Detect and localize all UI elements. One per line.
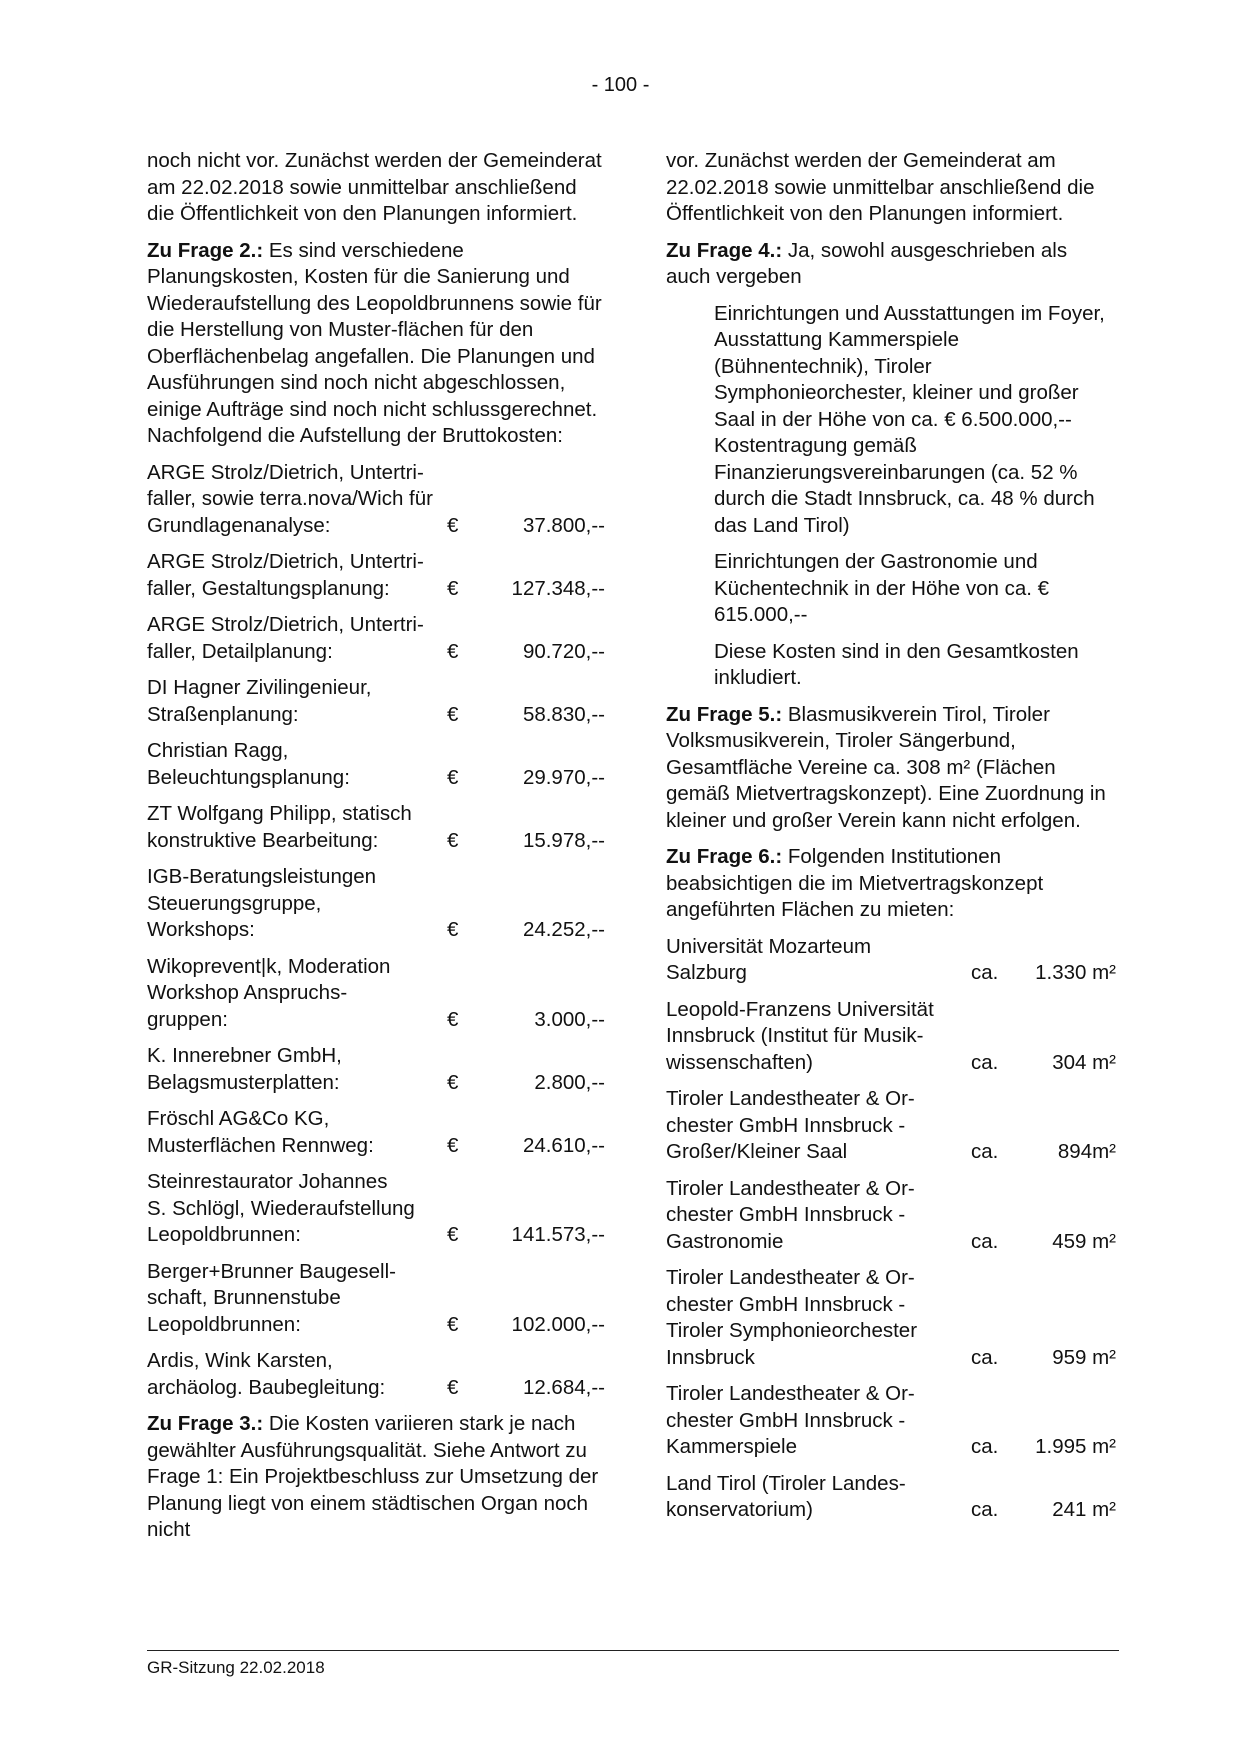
question-3-label: Zu Frage 3.:: [147, 1412, 264, 1435]
cost-entry: [147, 612, 607, 665]
institution-area: [971, 1434, 1116, 1461]
area-value: 304 m²: [1052, 1050, 1116, 1074]
institution-area: [971, 1497, 1116, 1524]
cost-name: ZT Wolfgang Philipp, statisch konstruktive Bearbeitung:: [147, 802, 412, 852]
cost-entry: [147, 460, 607, 540]
cost-name: Fröschl AG&Co KG, Musterflächen Rennweg:: [147, 1107, 374, 1157]
area-prefix: ca.: [971, 1435, 999, 1458]
footer-text: GR-Sitzung 22.02.2018: [147, 1658, 325, 1677]
cost-amount: 24.610,--: [522, 1133, 605, 1157]
institution-name: Tiroler Landestheater & Or- chester GmbH Innsbruck - Tiroler Symphonieorchester Innsbruck: [666, 1266, 918, 1369]
institution-area: [971, 1345, 1116, 1372]
area-value: 894m²: [1057, 1140, 1116, 1163]
cost-amount: 127.348,--: [511, 576, 605, 600]
cost-amount: 29.970,--: [522, 765, 605, 789]
area-prefix: ca.: [971, 1050, 999, 1074]
area-value: 241 m²: [1052, 1498, 1116, 1521]
cost-currency: €: [447, 1133, 459, 1157]
question-4-paragraph: [666, 238, 1116, 291]
left-intro-paragraph: noch nicht vor. Zunächst werden der Gemeinderat am 22.02.2018 sowie unmittelbar anschließend die Öffentlichkeit von den Planungen informiert.: [147, 149, 602, 225]
cost-name: DI Hagner Zivilingenieur, Straßenplanung:: [147, 676, 372, 726]
cost-entry: [147, 1259, 607, 1339]
cost-currency: €: [447, 828, 459, 852]
question-4-item: Einrichtungen der Gastronomie und Küchentechnik in der Höhe von ca. € 615.000,--: [714, 550, 1050, 626]
area-prefix: ca.: [971, 1345, 999, 1369]
cost-currency: €: [447, 639, 459, 663]
cost-entry: [147, 1348, 607, 1401]
institution-entry: [666, 1471, 1116, 1524]
cost-amount: 102.000,--: [511, 1312, 605, 1336]
institution-list: [666, 934, 1116, 1524]
cost-amount: 90.720,--: [522, 639, 605, 663]
question-4-item: Diese Kosten sind in den Gesamtkosten inkludiert.: [714, 639, 1079, 689]
institution-name: Tiroler Landestheater & Or- chester GmbH Innsbruck - Kammerspiele: [666, 1382, 915, 1458]
area-prefix: ca.: [971, 1498, 999, 1521]
institution-name: Tiroler Landestheater & Or- chester GmbH Innsbruck - Großer/Kleiner Saal: [666, 1087, 915, 1163]
cost-name: Wikoprevent|k, Moderation Workshop Anspruchs- gruppen:: [147, 954, 391, 1031]
institution-entry: [666, 1176, 1116, 1256]
cost-name: IGB-Beratungsleistungen Steuerungsgruppe, Workshops:: [147, 865, 377, 941]
institution-entry: [666, 1265, 1116, 1371]
cost-name: ARGE Strolz/Dietrich, Untertri- faller, Detailplanung:: [147, 613, 424, 663]
cost-currency: €: [447, 576, 459, 600]
question-5-label: Zu Frage 5.:: [666, 702, 783, 726]
cost-entry: [147, 954, 607, 1034]
question-3-text: Die Kosten variieren stark je nach gewählter Ausführungsqualität. Siehe Antwort zu Frage 1: Ein Projektbeschluss zur Umsetzung der Planung liegt von einem städtischen Organ noch nicht: [147, 1412, 599, 1541]
area-value: 1.995 m²: [1035, 1435, 1116, 1458]
institution-area: [971, 1139, 1116, 1166]
cost-entry: [147, 1169, 607, 1249]
cost-name: ARGE Strolz/Dietrich, Untertri- faller, sowie terra.nova/Wich für Grundlagenanalyse:: [147, 460, 433, 537]
institution-entry: [666, 1086, 1116, 1166]
institution-name: Tiroler Landestheater & Or- chester GmbH Innsbruck - Gastronomie: [666, 1176, 915, 1253]
question-5-paragraph: [666, 702, 1116, 835]
question-3-paragraph: [147, 1411, 607, 1544]
area-prefix: ca.: [971, 961, 999, 984]
cost-amount: 37.800,--: [522, 513, 605, 537]
footer-divider: [147, 1650, 1119, 1651]
cost-name: Ardis, Wink Karsten, archäolog. Baubegleitung:: [147, 1349, 386, 1399]
page-number: - 100 -: [591, 74, 650, 96]
area-prefix: ca.: [971, 1229, 999, 1253]
cost-amount: 15.978,--: [522, 828, 605, 852]
right-column: [666, 148, 1116, 1534]
cost-entry: [147, 675, 607, 728]
area-value: 959 m²: [1052, 1345, 1116, 1369]
question-6-text: Folgenden Institutionen beabsichtigen die im Mietvertragskonzept angeführten Flächen zu mieten:: [666, 845, 1044, 921]
cost-name: Steinrestaurator Johannes S. Schlögl, Wiederaufstellung Leopoldbrunnen:: [147, 1170, 415, 1246]
cost-amount: 2.800,--: [534, 1070, 605, 1094]
cost-currency: €: [447, 1007, 459, 1031]
institution-entry: [666, 1381, 1116, 1461]
question-2-text: Es sind verschiedene Planungskosten, Kosten für die Sanierung und Wiederaufstellung des Leopoldbrunnens sowie für die Herstellung von Muster-flächen für den Oberflächenbelag angefallen. Die Planungen und Ausführungen sind noch nicht abgeschlossen, einige Aufträge sind noch nicht schlussgerechnet. Nachfolgend die Aufstellung der Bruttokosten:: [147, 238, 602, 447]
question-6-paragraph: [666, 844, 1116, 924]
right-intro-paragraph: vor. Zunächst werden der Gemeinderat am 22.02.2018 sowie unmittelbar anschließend die Öffentlichkeit von den Planungen informiert.: [666, 149, 1095, 225]
question-4-text: Ja, sowohl ausgeschrieben als auch vergeben: [666, 238, 1068, 288]
institution-area: [971, 1229, 1116, 1256]
institution-entry: [666, 934, 1116, 987]
institution-entry: [666, 997, 1116, 1077]
cost-amount: 24.252,--: [522, 918, 605, 941]
cost-currency: €: [447, 513, 459, 537]
cost-amount: 12.684,--: [522, 1375, 605, 1399]
cost-currency: €: [447, 1223, 459, 1246]
institution-area: [971, 1050, 1116, 1077]
cost-currency: €: [447, 1375, 459, 1399]
question-5-text: Blasmusikverein Tirol, Tiroler Volksmusikverein, Tiroler Sängerbund, Gesamtfläche Vereine ca. 308 m² (Flächen gemäß Mietvertragskonzept). Eine Zuordnung in kleiner und großer Verein kann nicht erfolgen.: [666, 702, 1106, 832]
area-value: 1.330 m²: [1035, 961, 1116, 984]
question-4-label: Zu Frage 4.:: [666, 238, 783, 262]
institution-area: [971, 960, 1116, 987]
question-2-paragraph: [147, 238, 607, 450]
area-prefix: ca.: [971, 1140, 999, 1163]
left-column: [147, 148, 607, 1554]
cost-entry: [147, 738, 607, 791]
cost-amount: 141.573,--: [511, 1223, 605, 1246]
cost-currency: €: [447, 765, 459, 789]
cost-name: ARGE Strolz/Dietrich, Untertri- faller, Gestaltungsplanung:: [147, 550, 424, 600]
cost-currency: €: [447, 1070, 459, 1094]
cost-entry: [147, 549, 607, 602]
cost-entry: [147, 801, 607, 854]
cost-entry: [147, 1043, 607, 1096]
question-6-label: Zu Frage 6.:: [666, 845, 783, 868]
cost-currency: €: [447, 1312, 459, 1336]
cost-amount: 3.000,--: [534, 1007, 605, 1031]
cost-name: K. Innerebner GmbH, Belagsmusterplatten:: [147, 1044, 342, 1094]
question-4-item: Einrichtungen und Ausstattungen im Foyer, Ausstattung Kammerspiele (Bühnentechnik), Tiroler Symphonieorchester, kleiner und großer Saal in der Höhe von ca. € 6.500.000,-- Kostentragung gemäß Finanzierungsvereinbarungen (ca. 52 % durch die Stadt Innsbruck, ca. 48 % durch das Land Tirol): [714, 301, 1105, 537]
institution-name: Leopold-Franzens Universität Innsbruck (Institut für Musik- wissenschaften): [666, 997, 934, 1074]
cost-amount: 58.830,--: [522, 702, 605, 726]
cost-name: Berger+Brunner Baugesell- schaft, Brunnenstube Leopoldbrunnen:: [147, 1259, 396, 1336]
institution-name: Land Tirol (Tiroler Landes- konservatorium): [666, 1471, 906, 1521]
area-value: 459 m²: [1052, 1229, 1116, 1253]
cost-name: Christian Ragg, Beleuchtungsplanung:: [147, 739, 350, 789]
institution-name: Universität Mozarteum Salzburg: [666, 934, 872, 984]
cost-list: [147, 460, 607, 1402]
cost-currency: €: [447, 702, 459, 726]
question-2-label: Zu Frage 2.:: [147, 238, 264, 262]
cost-entry: [147, 1106, 607, 1159]
cost-entry: [147, 864, 607, 944]
cost-currency: €: [447, 918, 459, 941]
